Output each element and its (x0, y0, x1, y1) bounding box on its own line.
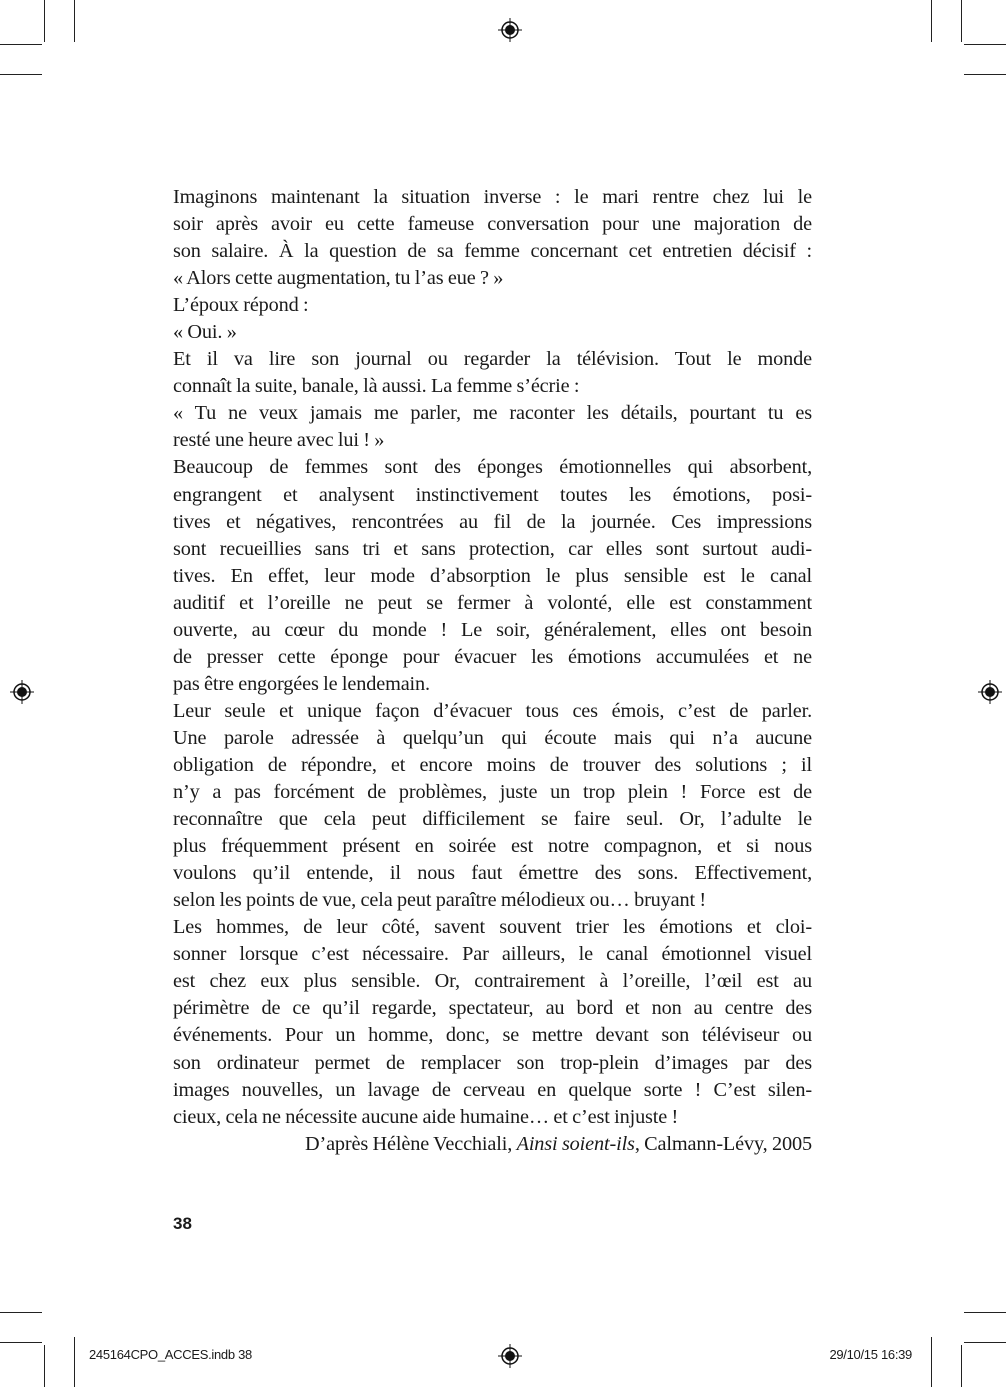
text-line: Une parole adressée à quelqu’un qui écoute mais qui n’a aucune (173, 726, 812, 749)
text-line: reconnaître que cela peut difficilement se faire seul. Or, l’adulte le (173, 808, 812, 831)
text-line: cieux, cela ne nécessite aucune aide humaine… et c’est injuste ! (173, 1105, 679, 1128)
crop-mark (0, 1342, 42, 1343)
page-number: 38 (173, 1214, 192, 1233)
text-line: soir après avoir eu cette fameuse conversation pour une majoration de (173, 213, 812, 236)
text-line: connaît la suite, banale, là aussi. La femme s’écrie : (173, 375, 580, 398)
crop-mark (964, 44, 1006, 45)
source-title: Ainsi soient-ils (516, 1132, 635, 1155)
text-line: Et il va lire son journal ou regarder la télévision. Tout le monde (173, 348, 812, 371)
text-line: est chez eux plus sensible. Or, contrairement à l’oreille, l’œil est au (173, 970, 812, 993)
text-line: images nouvelles, un lavage de cerveau en quelque sorte ! C’est silen- (173, 1078, 812, 1101)
text-line: ouverte, au cœur du monde ! Le soir, généralement, elles ont besoin (173, 618, 812, 641)
source-citation (173, 1131, 812, 1158)
crop-mark (74, 0, 75, 42)
text-line: auditif et l’oreille ne peut se fermer à volonté, elle est constamment (173, 591, 812, 614)
crop-mark (964, 1342, 1006, 1343)
text-line: sonner lorsque c’est nécessaire. Par ailleurs, le canal émotionnel visuel (173, 943, 812, 966)
text-line: sont recueillies sans tri et sans protection, car elles sont surtout audi- (173, 537, 812, 560)
text-line: événements. Pour un homme, donc, se mettre devant son téléviseur ou (173, 1024, 812, 1047)
text-line: Imaginons maintenant la situation inverse : le mari rentre chez lui le (173, 186, 812, 208)
text-line: obligation de répondre, et encore moins de trouver des solutions ; il (173, 753, 812, 776)
slug-datetime: 29/10/15 16:39 (829, 1347, 912, 1362)
body-text (173, 184, 812, 1158)
text-line: voulons qu’il entende, il nous faut émettre des sons. Effectivement, (173, 862, 812, 885)
text-line: « Alors cette augmentation, tu l’as eue ? » (173, 267, 504, 290)
text-line: resté une heure avec lui ! » (173, 429, 385, 452)
registration-mark-icon (497, 1343, 523, 1369)
text-line: « Oui. » (173, 321, 237, 344)
text-line: L’époux répond : (173, 294, 309, 317)
text-line: son salaire. À la question de sa femme concernant cet entretien décisif : (173, 240, 812, 263)
registration-mark-icon (9, 679, 35, 705)
crop-mark (0, 1312, 42, 1313)
crop-mark (961, 0, 962, 42)
text-line: engrangent et analysent instinctivement toutes les émotions, posi- (173, 483, 812, 506)
crop-mark (964, 1312, 1006, 1313)
crop-mark (74, 1337, 75, 1387)
text-line: Leur seule et unique façon d’évacuer tous ces émois, c’est de parler. (173, 699, 812, 722)
crop-mark (961, 1345, 962, 1387)
text-line: périmètre de ce qu’il regarde, spectateur, au bord et non au centre des (173, 997, 812, 1020)
registration-mark-icon (977, 679, 1003, 705)
crop-mark (931, 1337, 932, 1387)
text-line: pas être engorgées le lendemain. (173, 672, 430, 695)
text-line: de presser cette éponge pour évacuer les émotions accumulées et ne (173, 645, 812, 668)
crop-mark (44, 1345, 45, 1387)
registration-mark-icon (497, 17, 523, 43)
text-line: Beaucoup de femmes sont des éponges émotionnelles qui absorbent, (173, 456, 812, 479)
text-line: Les hommes, de leur côté, savent souvent trier les émotions et cloi- (173, 916, 812, 939)
text-line: tives et négatives, rencontrées au fil de la journée. Ces impressions (173, 510, 812, 533)
text-line: tives. En effet, leur mode d’absorption le plus sensible est le canal (173, 564, 812, 587)
text-line: selon les points de vue, cela peut paraître mélodieux ou… bruyant ! (173, 889, 707, 912)
text-line: n’y a pas forcément de problèmes, juste un trop plein ! Force est de (173, 781, 812, 804)
text-line: plus fréquemment présent en soirée est notre compagnon, et si nous (173, 835, 812, 858)
text-line: « Tu ne veux jamais me parler, me raconter les détails, pourtant tu es (173, 402, 812, 425)
crop-mark (931, 0, 932, 42)
crop-mark (0, 74, 42, 75)
slug-filename: 245164CPO_ACCES.indb 38 (89, 1347, 252, 1362)
crop-mark (44, 0, 45, 42)
crop-mark (0, 44, 42, 45)
source-publisher: , Calmann-Lévy, 2005 (634, 1132, 812, 1155)
text-line: son ordinateur permet de remplacer son trop-plein d’images par des (173, 1051, 812, 1074)
crop-mark (964, 74, 1006, 75)
source-author: D’après Hélène Vecchiali, (304, 1132, 517, 1155)
